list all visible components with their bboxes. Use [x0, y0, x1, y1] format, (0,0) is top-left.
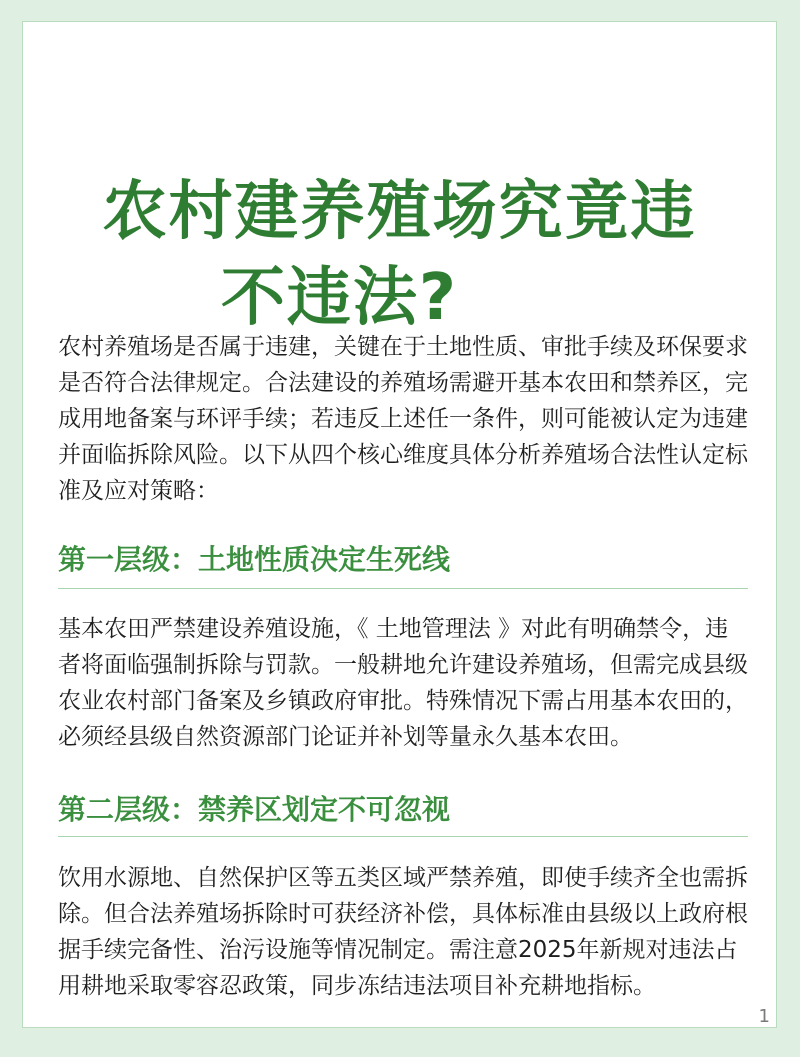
intro-paragraph: 农村养殖场是否属于违建，关键在于土地性质、审批手续及环保要求是否符合法律规定。合法建设的养殖场需避开基本农田和禁养区，完成用地备案与环评手续；若违反上述任一条件，则可能被认定为违建并面临拆除风险。以下从四个核心维度具体分析养殖场合法性认定标准及应对策略： — [58, 334, 748, 504]
section-2-divider — [58, 836, 748, 837]
page-title — [23, 169, 776, 341]
section-1-body: 基本农田严禁建设养殖设施，《 土地管理法 》对此有明确禁令，违者将面临强制拆除与罚款。一般耕地允许建设养殖场，但需完成县级农业农村部门备案及乡镇政府审批。特殊情况下需占用基本农田的，必须经县级自然资源部门论证并补划等量永久基本农田。 — [58, 616, 748, 750]
page-number: 1 — [758, 1006, 770, 1027]
title-line-1: 农村建养殖场究竟违 — [102, 174, 697, 249]
section-1-divider — [58, 588, 748, 589]
section-2-heading: 第二层级：禁养区划定不可忽视 — [58, 793, 451, 826]
title-line-2: 不违法? — [220, 260, 459, 335]
section-1-heading: 第一层级：土地性质决定生死线 — [58, 543, 451, 576]
document-card — [22, 21, 777, 1028]
section-2-body: 饮用水源地、自然保护区等五类区域严禁养殖，即使手续齐全也需拆除。但合法养殖场拆除时可获经济补偿，具体标准由县级以上政府根据手续完备性、治污设施等情况制定。需注意2025年新规对违法占用耕地采取零容忍政策，同步冻结违法项目补充耕地指标。 — [58, 865, 748, 999]
